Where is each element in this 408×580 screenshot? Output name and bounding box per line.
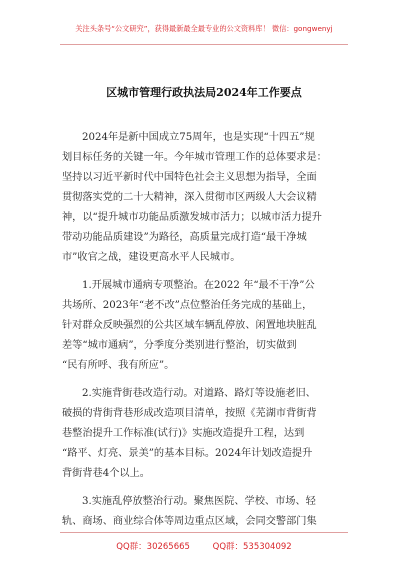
text-line: 巷整治提升工作标准(试行)》实施改造提升工程，达到: [62, 428, 305, 439]
text-line: 2.实施背街巷改造行动。对道路、路灯等设施老旧、: [82, 388, 316, 399]
text-line: 背街背巷4个以上。: [62, 468, 150, 479]
text-line: 破损的背街背巷形成改造项目清单，按照《芜湖市背街背: [62, 408, 317, 419]
text-line: “民有所呼、我有所应”。: [62, 360, 175, 371]
paragraph-intro: [62, 128, 352, 268]
footer-divider: [60, 532, 348, 533]
text-line: 坚持以习近平新时代中国特色社会主义思想为指导，全面: [62, 172, 317, 183]
document-body: [62, 128, 352, 540]
text-line: “路平、灯亮、景美”的基本目标。2024年计划改造提升: [62, 448, 313, 459]
text-line: 神，以“提升城市功能品质激发城市活力；以城市活力提升: [62, 212, 322, 223]
paragraph-item-2: [62, 384, 352, 484]
text-line: 划目标任务的关键一年。今年城市管理工作的总体要求是：: [62, 152, 327, 163]
header-divider: [60, 44, 348, 45]
text-line: 3.实施乱停放整治行动。聚焦医院、学校、市场、轻: [82, 496, 316, 507]
text-line: 共场所、2023年“老不改”点位整治任务完成的基础上，: [62, 300, 313, 311]
footer: [0, 540, 408, 552]
header-banner: 关注头条号“公文研究”，获得最新最全最专业的公文资料库！ 微信：gongwenyj: [75, 24, 333, 33]
text-line: 1.开展城市通病专项整治。在2022 年“最不干净”公: [82, 280, 315, 291]
paragraph-item-1: [62, 276, 352, 376]
text-line: 带动功能品质建设”为路径，高质量完成打造“最干净城: [62, 232, 307, 243]
text-line: 差等“城市通病”，分季度分类别进行整治，切实做到: [62, 340, 297, 351]
text-line: 轨、商场、商业综合体等周边重点区域，会同交警部门集: [62, 516, 317, 527]
text-line: 2024年是新中国成立75周年，也是实现“十四五”规: [82, 132, 315, 143]
document-title: 区城市管理行政执法局2024年工作要点: [106, 86, 302, 99]
text-line: 市”收官之战，建设更高水平人民城市。: [62, 252, 241, 263]
qq-group-1: QQ群：30265665: [116, 542, 190, 552]
text-line: 贯彻落实党的二十大精神，深入贯彻市区两级人大会议精: [62, 192, 317, 203]
qq-group-2: QQ群：535304092: [212, 542, 292, 552]
paragraph-item-3: [62, 492, 352, 532]
text-line: 针对群众反映强烈的公共区域车辆乱停放、闲置地块脏乱: [62, 320, 317, 331]
